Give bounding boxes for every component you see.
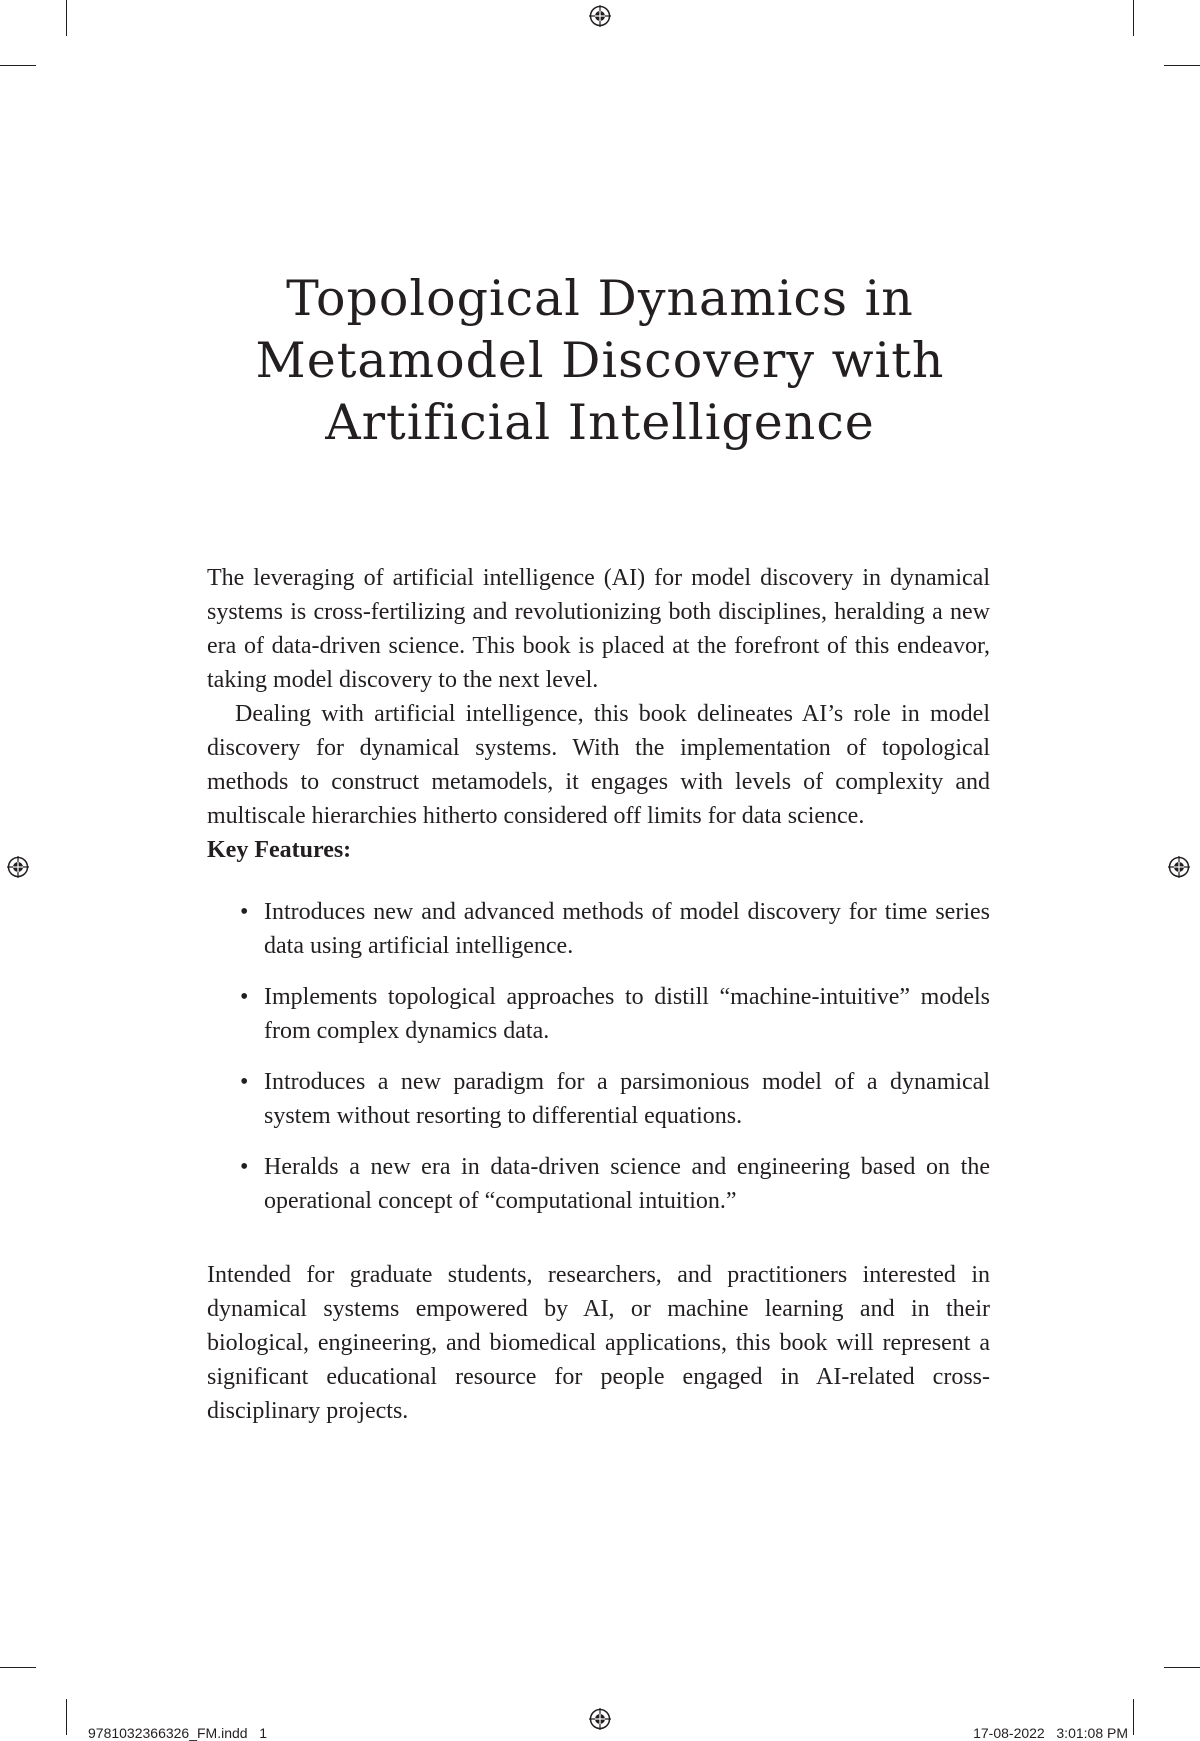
page-title (0, 268, 1200, 454)
bullet-icon: • (240, 899, 249, 925)
crop-mark-right-top (1164, 65, 1200, 66)
bullet-icon: • (240, 1154, 249, 1180)
list-item-text: Heralds a new era in data-driven science and engineering based on the operational concept of “computational intuition.” (264, 1154, 990, 1214)
bullet-icon: • (240, 984, 249, 1010)
second-paragraph: Dealing with artificial intelligence, this book delineates AI’s role in model discovery for dynamical systems. With the implementation of topological methods to construct metamodels, it engages with levels of complexity and multiscale hierarchies hitherto considered off limits for data science. (207, 701, 990, 829)
crop-mark-right-bottom (1164, 1667, 1200, 1668)
title-line: Artificial Intelligence (325, 394, 875, 451)
title-line: Metamodel Discovery with (255, 332, 945, 389)
list-item (207, 895, 990, 963)
list-item-text: Introduces new and advanced methods of model discovery for time series data using artificial intelligence. (264, 899, 990, 959)
key-features-list (207, 895, 990, 1218)
book-description (207, 561, 990, 1428)
registration-mark-icon (7, 856, 29, 878)
list-item (207, 980, 990, 1048)
bullet-icon: • (240, 1069, 249, 1095)
closing-paragraph: Intended for graduate students, researchers, and practitioners interested in dynamical systems empowered by AI, or machine learning and in their biological, engineering, and biomedical applications, this book will represent a significant educational resource for people engaged in AI-related cross-disciplinary projects. (207, 1262, 990, 1424)
title-line: Topological Dynamics in (286, 270, 914, 327)
registration-mark-icon (589, 5, 611, 27)
key-features-heading: Key Features: (207, 837, 352, 863)
crop-mark-top-left (66, 0, 67, 36)
intro-paragraph: The leveraging of artificial intelligence (AI) for model discovery in dynamical systems is cross-fertilizing and revolutionizing both disciplines, heralding a new era of data-driven science. This book is placed at the forefront of this endeavor, taking model discovery to the next level. (207, 565, 990, 693)
crop-mark-left-top (0, 65, 36, 66)
slug-file-name: 9781032366326_FM.indd 1 (88, 1725, 268, 1741)
crop-mark-top-right (1133, 0, 1134, 36)
slug-timestamp: 17-08-2022 3:01:08 PM (973, 1725, 1128, 1741)
registration-mark-icon (1168, 856, 1190, 878)
crop-mark-left-bottom (0, 1667, 36, 1668)
list-item (207, 1065, 990, 1133)
crop-mark-bottom-right (1133, 1699, 1134, 1735)
crop-mark-bottom-left (66, 1699, 67, 1735)
registration-mark-icon (589, 1708, 611, 1730)
list-item-text: Implements topological approaches to distill “machine-intuitive” models from complex dynamics data. (264, 984, 990, 1044)
list-item (207, 1150, 990, 1218)
list-item-text: Introduces a new paradigm for a parsimonious model of a dynamical system without resorting to differential equations. (264, 1069, 990, 1129)
